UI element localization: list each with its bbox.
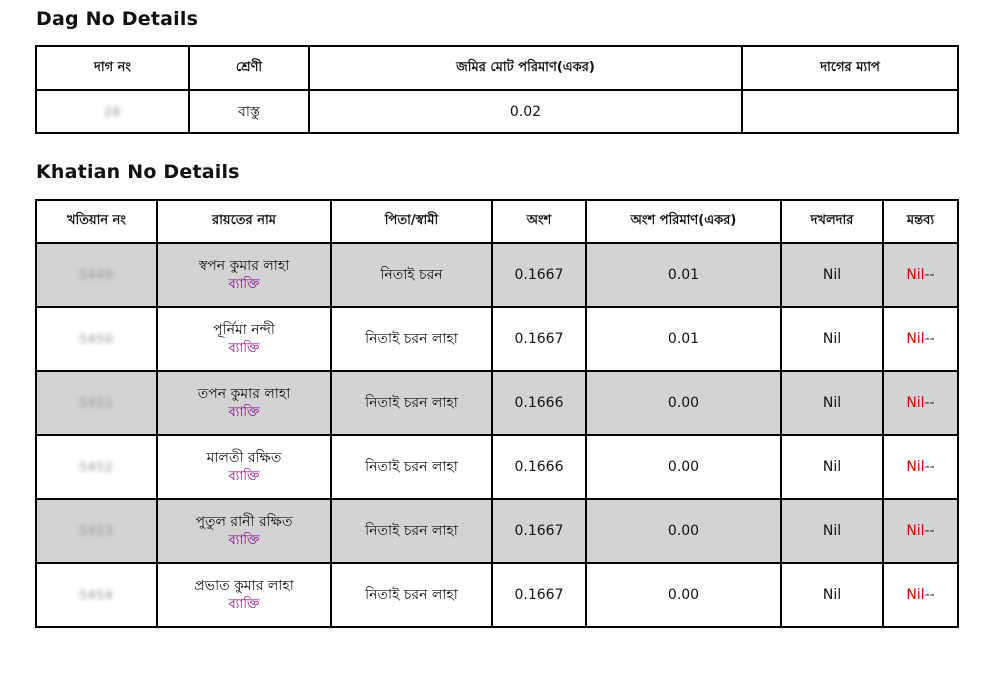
khatian-no-value: 5452 (79, 460, 114, 474)
owner-type: ব্যাক্তি (228, 341, 260, 356)
khatian-no-value: 5453 (79, 524, 114, 538)
khatian-header-occupant: দখলদার (781, 200, 883, 243)
khatian-no-cell (36, 243, 157, 307)
dag-header-category: শ্রেণী (189, 46, 309, 90)
owner-name: তপন কুমার লাহা (197, 386, 291, 402)
dag-header-row (36, 46, 958, 90)
dag-map-cell (742, 90, 958, 133)
khatian-row (36, 435, 958, 499)
owner-name: পুতুল রানী রক্ষিত (195, 514, 293, 530)
father-cell: নিতাই চরন লাহা (331, 563, 492, 627)
owner-name: স্বপন কুমার লাহা (198, 258, 290, 274)
remark-dash: -- (924, 523, 935, 539)
owner-cell (157, 435, 331, 499)
khatian-no-cell (36, 563, 157, 627)
share-area-cell: 0.01 (586, 243, 781, 307)
owner-cell (157, 243, 331, 307)
khatian-header-khatian-no: খতিয়ান নং (36, 200, 157, 243)
owner-name: প্রভাত কুমার লাহা (194, 578, 294, 594)
father-cell: নিতাই চরন (331, 243, 492, 307)
owner-type: ব্যাক্তি (228, 469, 260, 484)
dag-row (36, 90, 958, 133)
remark-dash: -- (924, 395, 935, 411)
owner-name: পূর্নিমা নন্দী (213, 322, 275, 338)
owner-type: ব্যাক্তি (228, 405, 260, 420)
khatian-row (36, 499, 958, 563)
khatian-section-title: Khatian No Details (36, 161, 240, 183)
khatian-header-remark: মন্তব্য (883, 200, 958, 243)
remark-nil: Nil (906, 459, 925, 475)
share-cell: 0.1667 (492, 499, 586, 563)
remark-dash: -- (924, 587, 935, 603)
khatian-row (36, 563, 958, 627)
khatian-no-value: 5450 (79, 332, 114, 346)
owner-type: ব্যাক্তি (228, 597, 260, 612)
share-area-cell: 0.00 (586, 435, 781, 499)
khatian-row (36, 371, 958, 435)
share-area-cell: 0.00 (586, 499, 781, 563)
remark-cell (883, 243, 958, 307)
remark-cell (883, 435, 958, 499)
remark-cell (883, 307, 958, 371)
father-cell: নিতাই চরন লাহা (331, 307, 492, 371)
khatian-no-cell (36, 435, 157, 499)
owner-name: মালতী রক্ষিত (206, 450, 282, 466)
remark-nil: Nil (906, 331, 925, 347)
share-cell: 0.1667 (492, 243, 586, 307)
remark-nil: Nil (906, 395, 925, 411)
share-cell: 0.1667 (492, 563, 586, 627)
khatian-no-value: 5451 (79, 396, 114, 410)
remark-cell (883, 563, 958, 627)
khatian-no-cell (36, 307, 157, 371)
dag-details-table (35, 45, 959, 134)
remark-dash: -- (924, 459, 935, 475)
remark-nil: Nil (906, 587, 925, 603)
share-cell: 0.1666 (492, 435, 586, 499)
remark-dash: -- (924, 267, 935, 283)
dag-no-cell (36, 90, 189, 133)
remark-dash: -- (924, 331, 935, 347)
share-cell: 0.1666 (492, 371, 586, 435)
khatian-no-value: 5449 (79, 268, 114, 282)
owner-cell (157, 307, 331, 371)
owner-cell (157, 371, 331, 435)
share-area-cell: 0.00 (586, 371, 781, 435)
father-cell: নিতাই চরন লাহা (331, 435, 492, 499)
occupant-cell: Nil (781, 371, 883, 435)
owner-type: ব্যাক্তি (228, 533, 260, 548)
khatian-no-value: 5454 (79, 588, 114, 602)
khatian-header-share-area: অংশ পরিমাণ(একর) (586, 200, 781, 243)
khatian-header-owner: রায়তের নাম (157, 200, 331, 243)
share-area-cell: 0.00 (586, 563, 781, 627)
khatian-no-cell (36, 499, 157, 563)
khatian-header-row (36, 200, 958, 243)
dag-header-total-area: জমির মোট পরিমাণ(একর) (309, 46, 742, 90)
khatian-header-share: অংশ (492, 200, 586, 243)
father-cell: নিতাই চরন লাহা (331, 371, 492, 435)
share-area-cell: 0.01 (586, 307, 781, 371)
owner-cell (157, 499, 331, 563)
owner-cell (157, 563, 331, 627)
khatian-no-cell (36, 371, 157, 435)
khatian-header-father: পিতা/স্বামী (331, 200, 492, 243)
dag-section-title: Dag No Details (36, 8, 199, 30)
khatian-row (36, 243, 958, 307)
owner-type: ব্যাক্তি (228, 277, 260, 292)
khatian-row (36, 307, 958, 371)
remark-cell (883, 499, 958, 563)
dag-category-cell: বাস্তু (189, 90, 309, 133)
remark-nil: Nil (906, 523, 925, 539)
dag-header-map: দাগের ম্যাপ (742, 46, 958, 90)
occupant-cell: Nil (781, 307, 883, 371)
dag-header-dag-no: দাগ নং (36, 46, 189, 90)
remark-cell (883, 371, 958, 435)
share-cell: 0.1667 (492, 307, 586, 371)
remark-nil: Nil (906, 267, 925, 283)
occupant-cell: Nil (781, 435, 883, 499)
dag-total-area-cell: 0.02 (309, 90, 742, 133)
occupant-cell: Nil (781, 499, 883, 563)
dag-no-value: 28 (103, 104, 122, 119)
father-cell: নিতাই চরন লাহা (331, 499, 492, 563)
occupant-cell: Nil (781, 243, 883, 307)
occupant-cell: Nil (781, 563, 883, 627)
khatian-details-table (35, 199, 959, 628)
